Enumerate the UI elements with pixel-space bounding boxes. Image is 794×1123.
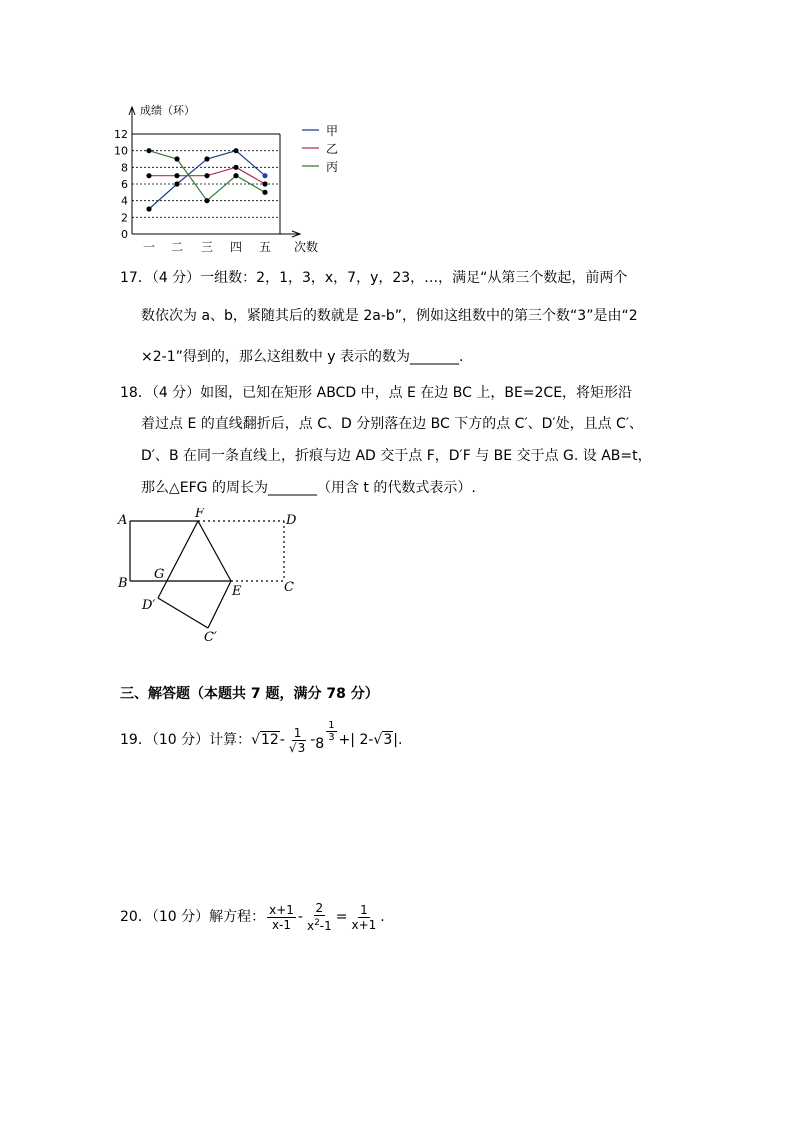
y-tick-label: 12 — [114, 128, 128, 141]
q20-op2: = — [335, 909, 348, 925]
q19-abs-start: +| 2- — [338, 732, 374, 748]
x-tick-label: 五 — [258, 240, 272, 254]
x-tick-label: 二 — [170, 240, 184, 254]
y-tick-label: 8 — [121, 161, 128, 175]
q20-end: . — [380, 909, 385, 925]
label-B: B — [118, 576, 128, 591]
data-point — [204, 198, 209, 203]
q17-line3: ×2-1”得到的，那么这组数中 y 表示的数为_______. — [141, 349, 464, 365]
y-tick-label: 0 — [121, 228, 128, 241]
segment-D2C2 — [158, 598, 208, 628]
label-C-prime: C′ — [204, 630, 217, 644]
q20-fraction-2: $\frac{2}{x^2-1}$ — [306, 901, 332, 933]
y-tick-label: 6 — [121, 178, 128, 191]
q19-sqrt3b: √3 — [373, 732, 393, 748]
label-D: D — [286, 513, 297, 528]
label-G: G — [154, 567, 165, 582]
data-point — [262, 173, 267, 178]
q17-line1: 17．（4 分）一组数：2，1，3，x，7，y，23，…，满足“从第三个数起，前两个 — [120, 270, 628, 286]
label-E: E — [232, 584, 242, 599]
q20 — [120, 896, 385, 938]
line-chart — [110, 96, 340, 258]
x-tick-label: 一 — [142, 240, 156, 254]
x-axis-label: 次数 — [294, 240, 319, 254]
data-point — [204, 156, 209, 161]
y-tick-label: 2 — [121, 211, 128, 225]
label-D-prime: D′ — [142, 598, 156, 613]
q19-sqrt12: √12 — [251, 732, 279, 748]
q19-fraction: $\frac{1}{√3}$ — [288, 725, 306, 755]
q20-fraction-1: $\frac{x+1}{x-1}$ — [269, 902, 294, 932]
x-tick-label: 四 — [229, 240, 243, 254]
q20-op1: - — [297, 909, 303, 925]
q19-minus1: - — [279, 732, 285, 748]
data-point — [174, 181, 179, 186]
data-point — [262, 190, 267, 195]
q17-line2: 数依次为 a、b，紧随其后的数就是 2a-b”，例如这组数中的第三个数“3”是由“2 — [141, 308, 638, 324]
q18-line2: 着过点 E 的直线翻折后，点 C、D 分别落在边 BC 下方的点 C′、D′处，且点 C′、 — [141, 416, 644, 432]
x-tick-label: 三 — [200, 240, 214, 254]
q19-exponent: $\frac{1}{3}$ — [328, 719, 335, 743]
segment-C2E — [208, 581, 231, 628]
legend-label: 乙 — [326, 142, 339, 156]
segment-FE — [198, 521, 231, 581]
data-point — [146, 206, 151, 211]
data-point — [204, 173, 209, 178]
legend-label: 丙 — [326, 160, 339, 174]
label-C: C — [284, 580, 294, 595]
q19 — [120, 719, 403, 758]
segment-FD2 — [158, 521, 198, 598]
y-tick-label: 4 — [121, 194, 128, 208]
q19-minus2: - — [310, 732, 316, 748]
data-point — [262, 181, 267, 186]
data-point — [146, 173, 151, 178]
data-point — [146, 148, 151, 153]
q19-eight: 8 — [315, 736, 325, 752]
data-point — [174, 173, 179, 178]
q19-prefix: 19．（10 分）计算： — [120, 732, 252, 748]
q18-line4: 那么△EFG 的周长为_______（用含 t 的代数式表示）. — [141, 480, 476, 496]
data-point — [233, 165, 238, 170]
y-tick-label: 10 — [114, 144, 128, 158]
q20-prefix: 20．（10 分）解方程： — [120, 909, 266, 925]
label-A: A — [118, 513, 128, 528]
data-point — [233, 148, 238, 153]
q19-abs-end: |. — [393, 732, 403, 748]
q18-line1: 18．（4 分）如图，已知在矩形 ABCD 中，点 E 在边 BC 上，BE=2CE，将矩形沿 — [120, 385, 633, 401]
section-header: 三、解答题（本题共 7 题，满分 78 分） — [120, 686, 379, 702]
data-point — [233, 173, 238, 178]
q20-fraction-3: $\frac{1}{x+1}$ — [351, 902, 377, 932]
geometry-figure — [110, 508, 320, 644]
legend-label: 甲 — [326, 124, 339, 138]
data-point — [174, 156, 179, 161]
q18-line3: D′、B 在同一条直线上，折痕与边 AD 交于点 F，D′F 与 BE 交于点 G. 设 AB=t， — [141, 448, 652, 464]
label-F: F — [195, 508, 205, 521]
y-axis-label: 成绩（环） — [140, 104, 195, 117]
